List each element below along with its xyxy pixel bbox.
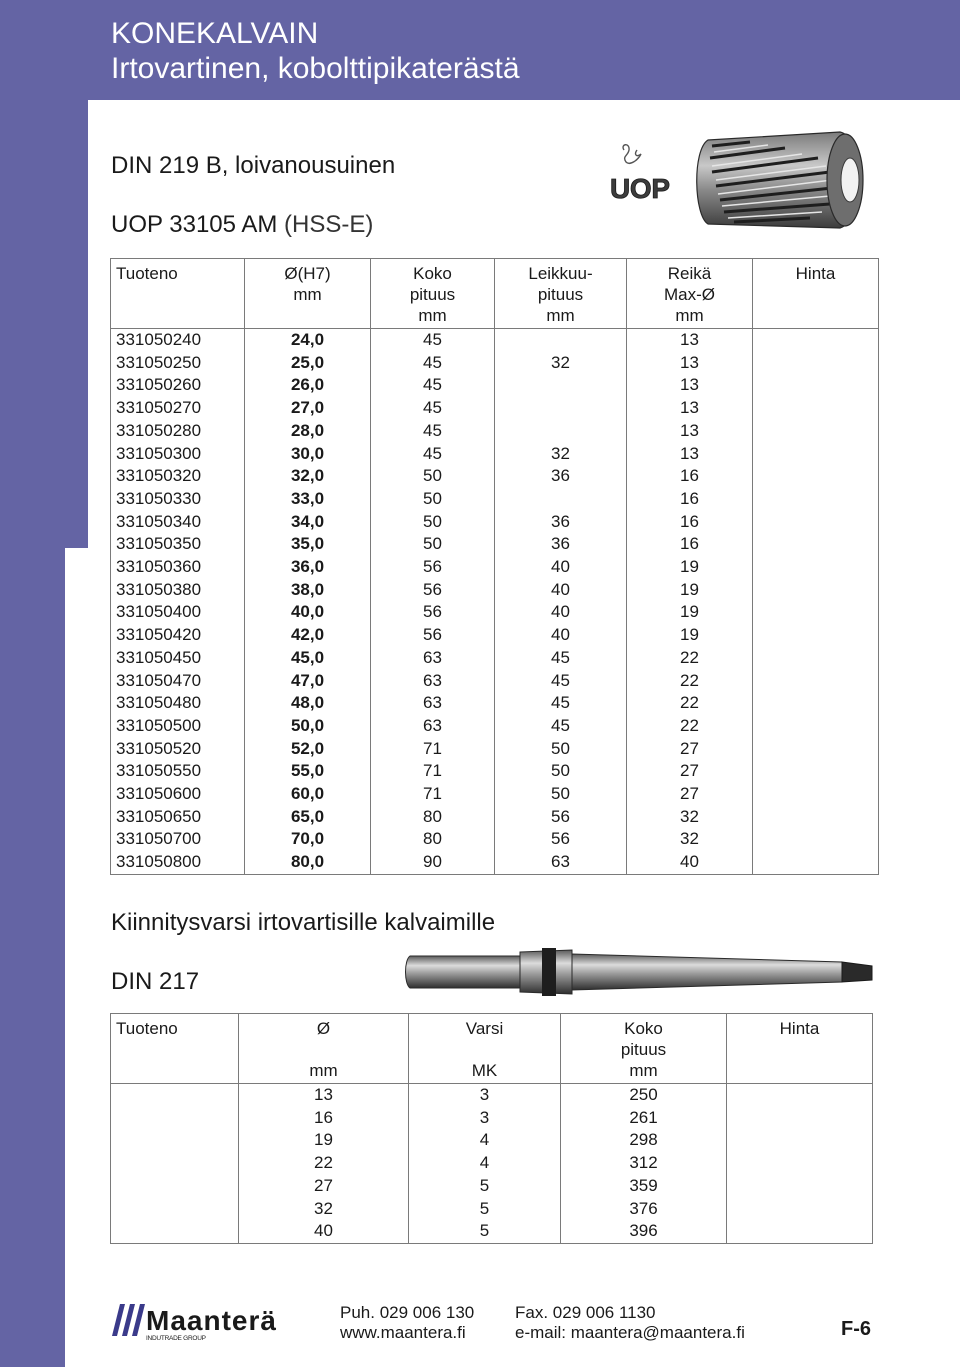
table-cell: 50 bbox=[495, 738, 627, 761]
table-cell: 40 bbox=[627, 851, 753, 874]
table-cell: 24,0 bbox=[245, 329, 371, 352]
uop-logo-swirl bbox=[623, 145, 641, 164]
uop-logo-text: UOP bbox=[610, 173, 670, 204]
table-row bbox=[111, 488, 879, 511]
table-row bbox=[111, 511, 879, 534]
table-cell: 331050400 bbox=[111, 601, 245, 624]
table-cell: 45 bbox=[371, 420, 495, 443]
header-title-line1: KONEKALVAIN bbox=[111, 17, 319, 50]
table-cell: 28,0 bbox=[245, 420, 371, 443]
table-cell: 331050360 bbox=[111, 556, 245, 579]
table-row bbox=[111, 329, 879, 352]
table-row bbox=[111, 465, 879, 488]
table-cell: 331050480 bbox=[111, 692, 245, 715]
table-cell bbox=[727, 1129, 873, 1152]
table-cell bbox=[753, 352, 879, 375]
table-cell bbox=[753, 601, 879, 624]
maantera-logo bbox=[110, 1300, 280, 1342]
table-cell: 50 bbox=[371, 511, 495, 534]
table-cell bbox=[753, 465, 879, 488]
table-row bbox=[111, 647, 879, 670]
table-cell: 32 bbox=[627, 828, 753, 851]
table-cell: 331050700 bbox=[111, 828, 245, 851]
table-cell: 16 bbox=[627, 511, 753, 534]
table-cell: 80 bbox=[371, 806, 495, 829]
table-cell bbox=[753, 738, 879, 761]
left-band-upper bbox=[0, 0, 88, 548]
table-cell: 40 bbox=[239, 1220, 409, 1243]
table-cell: 32 bbox=[495, 352, 627, 375]
table-cell: 331050340 bbox=[111, 511, 245, 534]
table-cell: 359 bbox=[561, 1175, 727, 1198]
table-cell bbox=[753, 692, 879, 715]
table-row bbox=[111, 692, 879, 715]
table-cell bbox=[753, 783, 879, 806]
table-cell: 27,0 bbox=[245, 397, 371, 420]
table-cell bbox=[727, 1198, 873, 1221]
table-cell: 13 bbox=[627, 329, 753, 352]
table-cell: 331050520 bbox=[111, 738, 245, 761]
table-row bbox=[111, 828, 879, 851]
table-cell: 26,0 bbox=[245, 374, 371, 397]
product-code: UOP 33105 AM bbox=[111, 211, 278, 238]
table-cell: 27 bbox=[627, 760, 753, 783]
table-cell: 45 bbox=[371, 397, 495, 420]
table-cell: 22 bbox=[627, 692, 753, 715]
table-cell: 63 bbox=[371, 647, 495, 670]
table-row bbox=[111, 1084, 873, 1107]
table-cell: 19 bbox=[627, 579, 753, 602]
table-cell: 331050550 bbox=[111, 760, 245, 783]
product-code-line bbox=[111, 211, 373, 239]
table-cell: 13 bbox=[627, 420, 753, 443]
table-cell bbox=[495, 420, 627, 443]
table-row bbox=[111, 601, 879, 624]
table-cell: 50 bbox=[371, 488, 495, 511]
table-cell bbox=[753, 828, 879, 851]
table-cell bbox=[753, 443, 879, 466]
table-cell: 50 bbox=[495, 760, 627, 783]
table-cell bbox=[753, 374, 879, 397]
table-cell bbox=[753, 511, 879, 534]
table-cell: 331050320 bbox=[111, 465, 245, 488]
table-cell: 45 bbox=[495, 715, 627, 738]
header-diameter: Ø(H7) mm bbox=[245, 259, 371, 329]
table-cell: 331050380 bbox=[111, 579, 245, 602]
table-cell: 331050500 bbox=[111, 715, 245, 738]
table-row bbox=[111, 397, 879, 420]
header2-tuoteno: Tuoteno bbox=[111, 1014, 239, 1084]
table-cell: 56 bbox=[371, 624, 495, 647]
maantera-logo-mark bbox=[112, 1304, 145, 1336]
table-cell: 331050280 bbox=[111, 420, 245, 443]
header2-price: Hinta bbox=[727, 1014, 873, 1084]
table-cell: 331050800 bbox=[111, 851, 245, 874]
din-subtitle: DIN 219 B, loivanousuinen bbox=[111, 152, 396, 179]
table-cell: 331050270 bbox=[111, 397, 245, 420]
table-cell: 16 bbox=[627, 488, 753, 511]
table-cell: 331050350 bbox=[111, 533, 245, 556]
table-row bbox=[111, 783, 879, 806]
table-cell: 34,0 bbox=[245, 511, 371, 534]
table-cell: 331050330 bbox=[111, 488, 245, 511]
table-row bbox=[111, 738, 879, 761]
header2-total-length: Koko pituus mm bbox=[561, 1014, 727, 1084]
table-cell: 32,0 bbox=[245, 465, 371, 488]
table-cell: 16 bbox=[627, 465, 753, 488]
table-cell bbox=[753, 647, 879, 670]
table-cell: 45 bbox=[495, 692, 627, 715]
table-cell: 63 bbox=[371, 715, 495, 738]
table-cell: 13 bbox=[627, 374, 753, 397]
table-cell bbox=[753, 715, 879, 738]
table-row bbox=[111, 806, 879, 829]
table-cell: 3 bbox=[409, 1084, 561, 1107]
header-hole-max: Reikä Max-Ø mm bbox=[627, 259, 753, 329]
table-cell: 45 bbox=[371, 443, 495, 466]
table-cell: 27 bbox=[627, 783, 753, 806]
table-row bbox=[111, 670, 879, 693]
table-cell: 32 bbox=[239, 1198, 409, 1221]
header2-shank: Varsi MK bbox=[409, 1014, 561, 1084]
table-cell: 27 bbox=[239, 1175, 409, 1198]
table-cell: 19 bbox=[627, 601, 753, 624]
table-cell: 261 bbox=[561, 1107, 727, 1130]
table-cell: 331050450 bbox=[111, 647, 245, 670]
table-cell: 45 bbox=[371, 352, 495, 375]
table-cell: 71 bbox=[371, 738, 495, 761]
table-cell: 19 bbox=[239, 1129, 409, 1152]
table-cell: 40 bbox=[495, 601, 627, 624]
table-cell: 45 bbox=[495, 670, 627, 693]
footer-contact-right bbox=[515, 1303, 745, 1343]
table-cell bbox=[495, 488, 627, 511]
table-cell: 50 bbox=[495, 783, 627, 806]
table-cell: 40,0 bbox=[245, 601, 371, 624]
table-cell: 5 bbox=[409, 1198, 561, 1221]
table-cell bbox=[753, 556, 879, 579]
table-cell: 63 bbox=[371, 670, 495, 693]
table-cell: 56 bbox=[495, 828, 627, 851]
footer-phone: Puh. 029 006 130 bbox=[340, 1303, 475, 1322]
table-cell: 4 bbox=[409, 1152, 561, 1175]
table-cell: 16 bbox=[627, 533, 753, 556]
table-cell: 25,0 bbox=[245, 352, 371, 375]
header-tuoteno: Tuoteno bbox=[111, 259, 245, 329]
table-cell: 36 bbox=[495, 533, 627, 556]
table-cell bbox=[727, 1175, 873, 1198]
table-cell bbox=[753, 579, 879, 602]
table-cell: 27 bbox=[627, 738, 753, 761]
table-cell: 19 bbox=[627, 624, 753, 647]
table-cell: 36 bbox=[495, 511, 627, 534]
table-cell: 32 bbox=[495, 443, 627, 466]
table-cell: 71 bbox=[371, 783, 495, 806]
table-cell: 3 bbox=[409, 1107, 561, 1130]
table-cell: 36,0 bbox=[245, 556, 371, 579]
header-cutting-length: Leikkuu- pituus mm bbox=[495, 259, 627, 329]
table-cell: 70,0 bbox=[245, 828, 371, 851]
table-cell: 22 bbox=[627, 670, 753, 693]
table-row bbox=[111, 556, 879, 579]
table-cell: 4 bbox=[409, 1129, 561, 1152]
table-cell: 45 bbox=[371, 329, 495, 352]
table-header-row bbox=[111, 259, 879, 329]
table-cell bbox=[727, 1107, 873, 1130]
page-number: F-6 bbox=[841, 1318, 871, 1340]
header-total-length: Koko pituus mm bbox=[371, 259, 495, 329]
table-cell: 48,0 bbox=[245, 692, 371, 715]
table-cell: 33,0 bbox=[245, 488, 371, 511]
table-cell: 312 bbox=[561, 1152, 727, 1175]
table-row bbox=[111, 624, 879, 647]
maantera-logo-text: Maanterä bbox=[146, 1305, 276, 1336]
table-cell: 22 bbox=[627, 715, 753, 738]
table-cell: 13 bbox=[627, 352, 753, 375]
table-row bbox=[111, 851, 879, 874]
table-cell bbox=[727, 1220, 873, 1243]
header2-diameter: Ø mm bbox=[239, 1014, 409, 1084]
table-cell: 90 bbox=[371, 851, 495, 874]
table-row bbox=[111, 579, 879, 602]
table-cell bbox=[753, 397, 879, 420]
table-row bbox=[111, 1152, 873, 1175]
footer-contact-left bbox=[340, 1303, 474, 1343]
table-cell: 16 bbox=[239, 1107, 409, 1130]
product-material: (HSS-E) bbox=[284, 211, 374, 238]
footer-fax: Fax. 029 006 1130 bbox=[515, 1303, 656, 1322]
table-cell: 45 bbox=[495, 647, 627, 670]
table-cell: 65,0 bbox=[245, 806, 371, 829]
table-row bbox=[111, 760, 879, 783]
table-cell: 40 bbox=[495, 579, 627, 602]
table-cell: 38,0 bbox=[245, 579, 371, 602]
table-cell bbox=[495, 397, 627, 420]
table-cell: 50 bbox=[371, 465, 495, 488]
footer-web: www.maantera.fi bbox=[340, 1323, 466, 1342]
table-cell bbox=[111, 1129, 239, 1152]
table-cell: 60,0 bbox=[245, 783, 371, 806]
table-cell bbox=[753, 670, 879, 693]
footer-email: e-mail: maantera@maantera.fi bbox=[515, 1323, 745, 1342]
table-cell: 13 bbox=[627, 443, 753, 466]
table-cell: 331050260 bbox=[111, 374, 245, 397]
table-cell: 22 bbox=[239, 1152, 409, 1175]
table-cell: 331050250 bbox=[111, 352, 245, 375]
table-cell: 45 bbox=[371, 374, 495, 397]
table-cell bbox=[753, 533, 879, 556]
table-cell: 40 bbox=[495, 624, 627, 647]
maantera-logo-tagline: INDUTRADE GROUP bbox=[146, 1335, 206, 1342]
table-cell bbox=[727, 1084, 873, 1107]
table-cell: 52,0 bbox=[245, 738, 371, 761]
table-cell bbox=[495, 329, 627, 352]
table-cell bbox=[111, 1175, 239, 1198]
table-cell: 71 bbox=[371, 760, 495, 783]
table-cell bbox=[111, 1198, 239, 1221]
table-cell: 331050470 bbox=[111, 670, 245, 693]
table-row bbox=[111, 1175, 873, 1198]
table-cell: 80 bbox=[371, 828, 495, 851]
table-cell: 5 bbox=[409, 1175, 561, 1198]
table-cell bbox=[753, 760, 879, 783]
table-cell: 32 bbox=[627, 806, 753, 829]
table-cell: 13 bbox=[239, 1084, 409, 1107]
table-row bbox=[111, 533, 879, 556]
table-cell: 63 bbox=[371, 692, 495, 715]
table-cell: 56 bbox=[495, 806, 627, 829]
table-cell: 250 bbox=[561, 1084, 727, 1107]
table-cell: 42,0 bbox=[245, 624, 371, 647]
table-cell bbox=[111, 1220, 239, 1243]
table-row bbox=[111, 1107, 873, 1130]
table-cell: 331050650 bbox=[111, 806, 245, 829]
table-cell: 40 bbox=[495, 556, 627, 579]
table-cell: 376 bbox=[561, 1198, 727, 1221]
table-row bbox=[111, 1220, 873, 1243]
table-cell: 331050600 bbox=[111, 783, 245, 806]
table-cell bbox=[753, 488, 879, 511]
table-cell: 13 bbox=[627, 397, 753, 420]
header-price: Hinta bbox=[753, 259, 879, 329]
table-cell: 331050420 bbox=[111, 624, 245, 647]
table-cell: 80,0 bbox=[245, 851, 371, 874]
table-cell: 55,0 bbox=[245, 760, 371, 783]
reamer-image bbox=[690, 128, 870, 234]
table-cell bbox=[753, 624, 879, 647]
section2-title: Kiinnitysvarsi irtovartisille kalvaimille bbox=[111, 909, 496, 936]
table-cell bbox=[753, 806, 879, 829]
reamer-table bbox=[110, 258, 879, 875]
table-row bbox=[111, 1198, 873, 1221]
section2-subtitle: DIN 217 bbox=[111, 968, 200, 995]
shank-image bbox=[402, 942, 880, 1002]
table-cell: 56 bbox=[371, 579, 495, 602]
uop-logo bbox=[608, 140, 672, 204]
table2-header-row bbox=[111, 1014, 873, 1084]
table-cell: 50 bbox=[371, 533, 495, 556]
table-cell: 30,0 bbox=[245, 443, 371, 466]
table-row bbox=[111, 1129, 873, 1152]
header-title bbox=[111, 16, 520, 86]
table-cell: 47,0 bbox=[245, 670, 371, 693]
table-cell: 56 bbox=[371, 601, 495, 624]
table-cell bbox=[753, 851, 879, 874]
table-cell: 35,0 bbox=[245, 533, 371, 556]
table-cell: 331050240 bbox=[111, 329, 245, 352]
table-row bbox=[111, 443, 879, 466]
table-row bbox=[111, 715, 879, 738]
table-cell: 19 bbox=[627, 556, 753, 579]
table-row bbox=[111, 352, 879, 375]
table-cell: 5 bbox=[409, 1220, 561, 1243]
table-cell: 331050300 bbox=[111, 443, 245, 466]
table-cell: 63 bbox=[495, 851, 627, 874]
table-cell: 396 bbox=[561, 1220, 727, 1243]
table-cell bbox=[111, 1084, 239, 1107]
table-cell bbox=[753, 329, 879, 352]
table-cell: 45,0 bbox=[245, 647, 371, 670]
table-cell bbox=[727, 1152, 873, 1175]
table-cell: 298 bbox=[561, 1129, 727, 1152]
table-row bbox=[111, 374, 879, 397]
table-row bbox=[111, 420, 879, 443]
table-cell bbox=[111, 1107, 239, 1130]
table-cell: 50,0 bbox=[245, 715, 371, 738]
table-cell: 22 bbox=[627, 647, 753, 670]
header-title-line2: Irtovartinen, kobolttipikaterästä bbox=[111, 52, 520, 85]
table-cell bbox=[111, 1152, 239, 1175]
table-cell bbox=[495, 374, 627, 397]
table-cell bbox=[753, 420, 879, 443]
table-cell: 36 bbox=[495, 465, 627, 488]
shank-table bbox=[110, 1013, 873, 1244]
table-cell: 56 bbox=[371, 556, 495, 579]
